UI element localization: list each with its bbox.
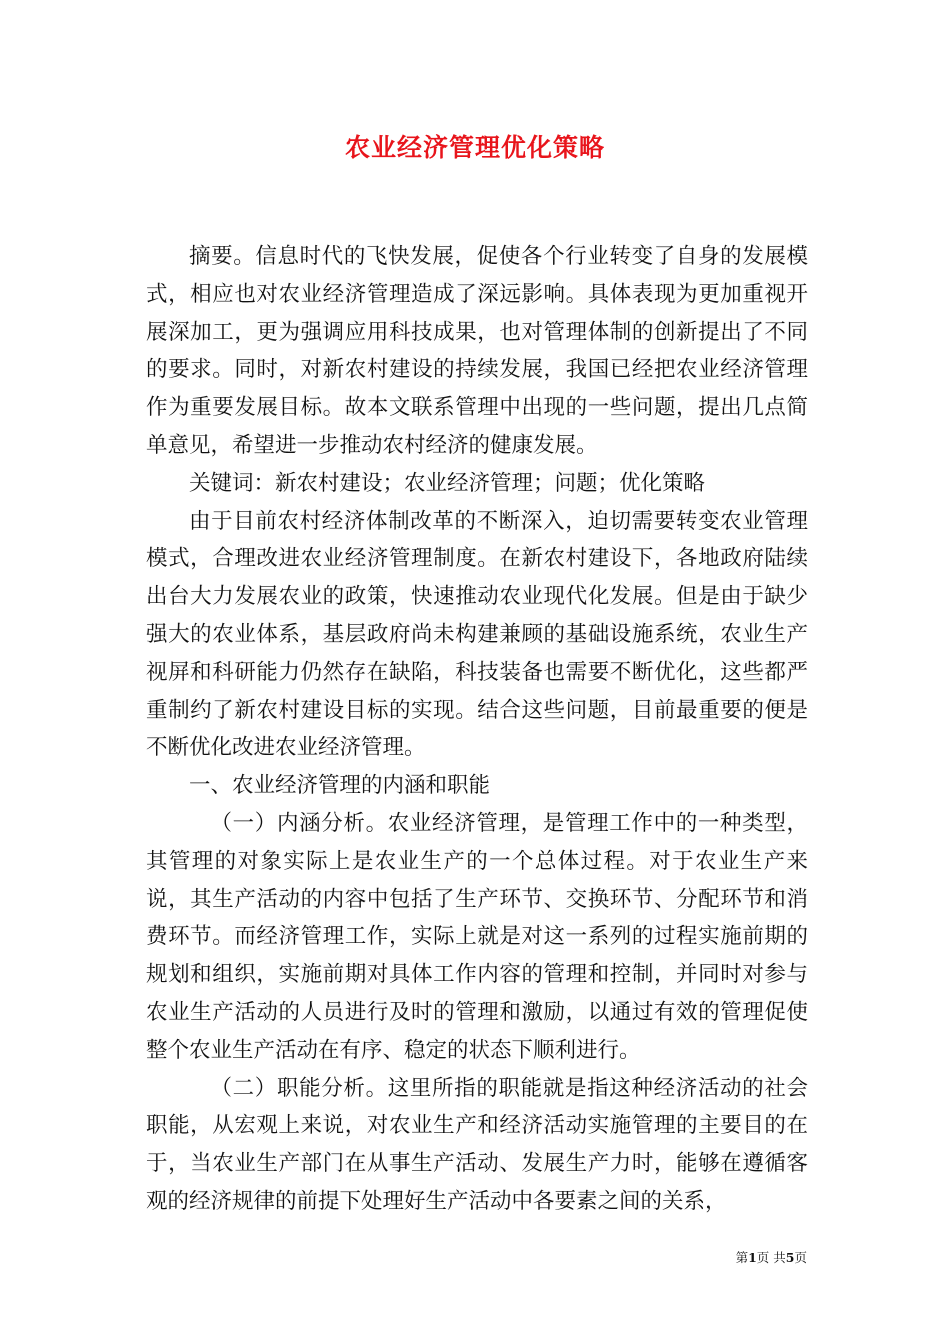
- section-heading: 一、农业经济管理的内涵和职能: [189, 773, 491, 799]
- footer-middle: 页 共: [756, 1250, 786, 1265]
- document-body: [146, 238, 808, 1221]
- page-footer: [736, 1248, 807, 1266]
- footer-suffix: 页: [794, 1250, 807, 1265]
- footer-total-pages: 5: [785, 1250, 795, 1265]
- keywords-paragraph: 关键词：新农村建设；农业经济管理；问题；优化策略: [189, 470, 706, 496]
- subsection-paragraph: （一）内涵分析。农业经济管理，是管理工作中的一种类型，其管理的对象实际上是农业生产的一个总体过程。对于农业生产来说，其生产活动的内容中包括了生产环节、交换环节、分配环节和消费环节。而经济管理工作，实际上就是对这一系列的过程实施前期的规划和组织，实施前期对具体工作内容的管理和控制，并同时对参与农业生产活动的人员进行及时的管理和激励，以通过有效的管理促使整个农业生产活动在有序、稳定的状态下顺利进行。: [146, 810, 808, 1063]
- document-title: 农业经济管理优化策略: [344, 133, 605, 162]
- subsection-paragraph: （二）职能分析。这里所指的职能就是指这种经济活动的社会职能，从宏观上来说，对农业生产和经济活动实施管理的主要目的在于，当农业生产部门在从事生产活动、发展生产力时，能够在遵循客观的经济规律的前提下处理好生产活动中各要素之间的关系，: [146, 1075, 808, 1214]
- abstract-paragraph: 摘要。信息时代的飞快发展，促使各个行业转变了自身的发展模式，相应也对农业经济管理造成了深远影响。具体表现为更加重视开展深加工，更为强调应用科技成果，也对管理体制的创新提出了不同的要求。同时，对新农村建设的持续发展，我国已经把农业经济管理作为重要发展目标。故本文联系管理中出现的一些问题，提出几点简单意见，希望进一步推动农村经济的健康发展。: [146, 244, 808, 458]
- footer-prefix: 第: [735, 1250, 749, 1265]
- footer-current-page: 1: [748, 1250, 757, 1265]
- intro-paragraph: 由于目前农村经济体制改革的不断深入，迫切需要转变农业管理模式，合理改进农业经济管理制度。在新农村建设下，各地政府陆续出台大力发展农业的政策，快速推动农业现代化发展。但是由于缺少强大的农业体系，基层政府尚未构建兼顾的基础设施系统，农业生产视屏和科研能力仍然存在缺陷，科技装备也需要不断优化，这些都严重制约了新农村建设目标的实现。结合这些问题，目前最重要的便是不断优化改进农业经济管理。: [146, 508, 808, 761]
